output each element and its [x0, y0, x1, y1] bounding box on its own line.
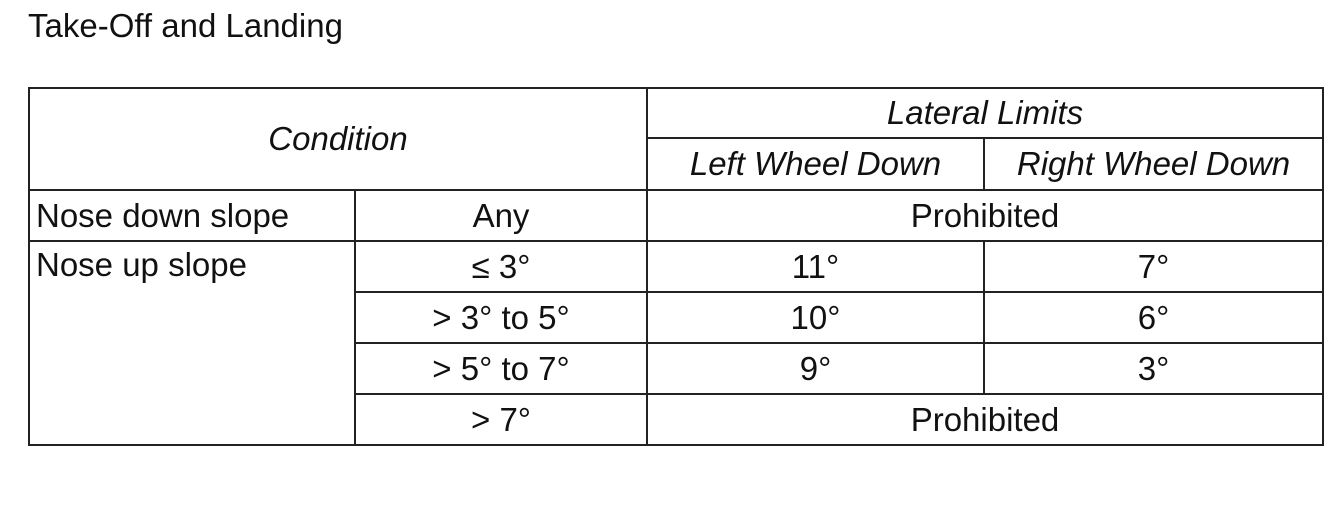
condition-header: Condition — [29, 88, 647, 190]
angle-cell: > 7° — [355, 394, 647, 445]
table-row — [29, 190, 1323, 241]
limit-merged-cell: Prohibited — [647, 394, 1323, 445]
table-header-row — [29, 88, 1323, 138]
left-wheel-down-header: Left Wheel Down — [647, 138, 984, 190]
angle-cell: > 3° to 5° — [355, 292, 647, 343]
angle-cell: > 5° to 7° — [355, 343, 647, 394]
table-row — [29, 241, 1323, 292]
right-limit-cell: 6° — [984, 292, 1323, 343]
left-limit-cell: 9° — [647, 343, 984, 394]
lateral-limits-table — [28, 87, 1324, 446]
slope-cell: Nose up slope — [29, 241, 355, 445]
left-limit-cell: 11° — [647, 241, 984, 292]
right-limit-cell: 3° — [984, 343, 1323, 394]
angle-cell: ≤ 3° — [355, 241, 647, 292]
right-wheel-down-header: Right Wheel Down — [984, 138, 1323, 190]
angle-cell: Any — [355, 190, 647, 241]
limit-merged-cell: Prohibited — [647, 190, 1323, 241]
lateral-limits-header: Lateral Limits — [647, 88, 1323, 138]
left-limit-cell: 10° — [647, 292, 984, 343]
right-limit-cell: 7° — [984, 241, 1323, 292]
page-title: Take-Off and Landing — [28, 7, 343, 44]
slope-cell: Nose down slope — [29, 190, 355, 241]
